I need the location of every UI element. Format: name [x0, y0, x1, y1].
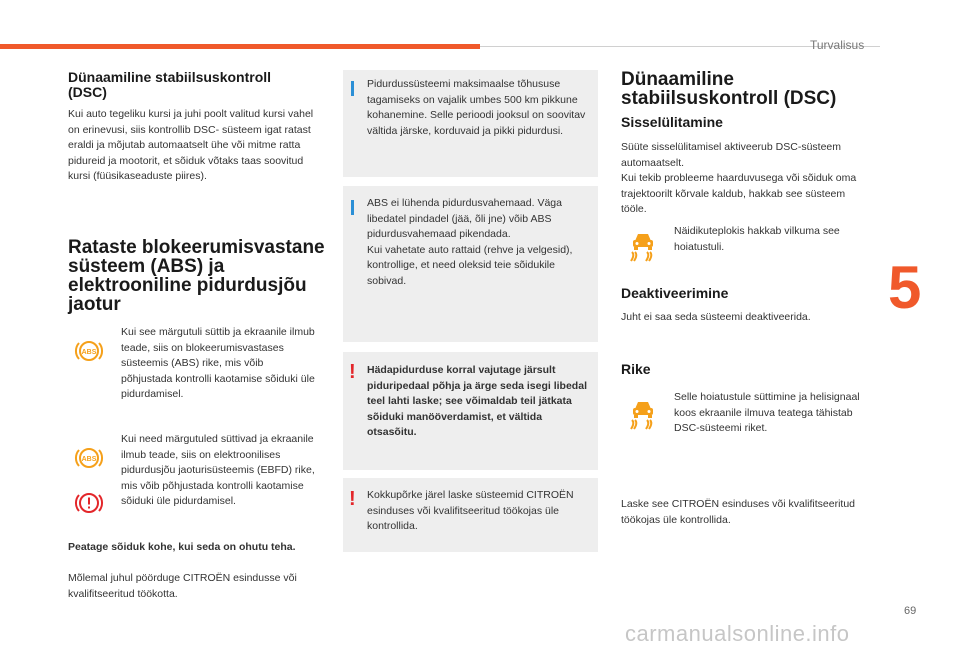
- dsc-title-left: Dünaamiline stabiilsuskontroll (DSC): [68, 69, 272, 100]
- subheading-deactivation: Deaktiveerimine: [621, 285, 729, 301]
- info-box-1: [343, 70, 598, 177]
- abs-warning-icon-2: [74, 443, 104, 478]
- info-box-1-text: Pidurdussüsteemi maksimaalse tõhususe tagamiseks on vajalik umbes 500 km pikkune kohanemine. Selle perioodi jooksul on soovitav vältida järske, korduvaid ja pikki pidurdusi.: [367, 78, 586, 137]
- info-icon: [351, 81, 354, 96]
- stop-instruction: Mõlemal juhul pöörduge CITROËN esindusse või kvalifitseeritud töökotta.: [68, 572, 297, 600]
- deactivation-text: Juht ei saa seda süsteemi deaktiveerida.: [621, 311, 811, 323]
- alert-box-2-text: Kokkupõrke järel laske süsteemid CITROËN esinduses või kvalifitseeritud töökojas üle kontrollida.: [367, 489, 574, 532]
- chapter-number: 5: [888, 254, 922, 321]
- info-icon: [351, 200, 354, 215]
- abs-warning-icon: [74, 336, 104, 371]
- dsc-icon-text: Näidikuteplokis hakkab vilkuma see hoiatustuli.: [674, 225, 840, 253]
- subheading-activation: Sisselülitamine: [621, 114, 723, 130]
- stop-warning-bold: Peatage sõiduk kohe, kui seda on ohutu teha.: [68, 541, 296, 553]
- alert-box-1-text: Hädapidurduse korral vajutage järsult piduripedaal põhja ja ärge seda isegi libedal teel lahti laske; see võimaldab teil jätkata sõiduki manööverdamist, et vältida otsasõitu.: [367, 364, 587, 438]
- abs-title: Rataste blokeerumisvastane süsteem (ABS) ja elektrooniline pidurdusjõu jaotur: [68, 237, 325, 315]
- dsc-description: Kui auto tegeliku kursi ja juhi poolt valitud kursi vahel on erinevusi, siis kontrollib DSC- süsteem igat ratast eraldi ja mõjutab automaatselt ühe või mitme ratta pidureid ja mootorit, et sõiduk võtaks taas soovitud kursi (füüsikaseaduste piires).: [68, 108, 314, 182]
- dsc-title-right: Dünaamiline stabiilsuskontroll (DSC): [621, 69, 837, 109]
- alert-box-2: [343, 478, 598, 552]
- watermark: carmanualsonline.info: [625, 621, 850, 646]
- dsc-skid-icon-2: [626, 398, 660, 437]
- fault-instruction: Laske see CITROËN esinduses või kvalifitseeritud töökojas üle kontrollida.: [621, 498, 856, 526]
- abs-text-2: Kui need märgutuled süttivad ja ekraanile ilmub teade, siis on elektroonilises pidurdusjõu jaoturisüsteemis (EBFD) rike, mis võib põhjustada kontrolli kaotamise sõiduki üle pidurdamisel.: [121, 433, 315, 507]
- fault-icon-text: Selle hoiatustule süttimine ja helisignaal koos ekraanile ilmuva teatega tähistab DSC-süsteemi riket.: [674, 391, 860, 434]
- alert-icon: !: [349, 488, 356, 510]
- alert-box-1: [343, 352, 598, 470]
- info-box-2: [343, 186, 598, 342]
- info-box-2-text: ABS ei lühenda pidurdusvahemaad. Väga libedatel pindadel (jää, õli jne) võib ABS pidurdusvahemaad pikendada. Kui vahetate auto rattaid (rehve ja velgesid), kontrollige, et need oleksid teie sõidukile sobivad.: [367, 197, 573, 287]
- abs-icon-label: ABS: [81, 349, 97, 356]
- page-number: 69: [904, 605, 917, 617]
- section-name: Turvalisus: [810, 38, 865, 52]
- activation-text: Süüte sisselülitamisel aktiveerub DSC-süsteem automaatselt. Kui tekib probleeme haarduvusega või sõiduk oma trajektoorilt kõrvale kaldub, hakkab see süsteem tööle.: [621, 141, 857, 215]
- alert-icon: !: [349, 361, 356, 383]
- abs-text-1: Kui see märgutuli süttib ja ekraanile ilmub teade, siis on blokeerumisvastases süsteemis (ABS) rike, mis võib põhjustada kontrolli kaotamise sõiduki üle pidurdamisel.: [121, 326, 315, 400]
- abs-icon-label-2: ABS: [81, 456, 97, 463]
- brake-warning-icon: [74, 488, 104, 523]
- header-accent-bar: [0, 44, 480, 49]
- dsc-skid-icon: [626, 230, 660, 269]
- subheading-fault: Rike: [621, 361, 651, 377]
